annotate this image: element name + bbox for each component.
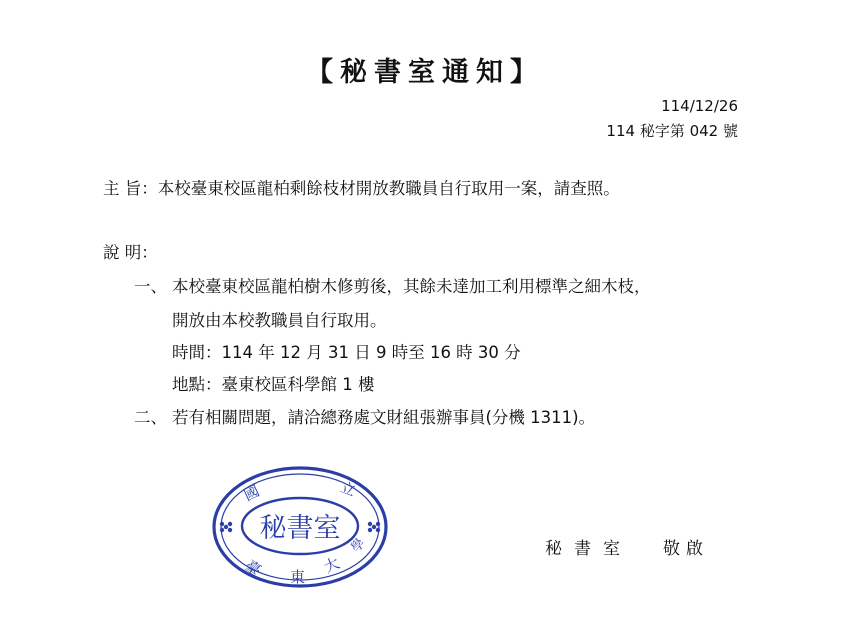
seal-char-3: 臺 <box>241 556 265 580</box>
item-1-time: 時間：114 年 12 月 31 日 9 時至 16 時 30 分 <box>172 343 521 362</box>
document-number: 114 秘字第 042 號 <box>606 122 738 140</box>
item-1-line-1: 本校臺東校區龍柏樹木修剪後，其餘未達加工利用標準之細木枝， <box>172 277 651 296</box>
seal-char-2: 立 <box>337 477 358 500</box>
item-1-line-2: 開放由本校教職員自行取用。 <box>172 311 387 330</box>
seal-char-5: 大 <box>321 553 343 577</box>
notice-title: 【秘書室通知】 <box>306 57 544 88</box>
subject-label: 主 旨： <box>103 179 158 198</box>
plum-blossom-icon <box>220 522 232 532</box>
subject-line <box>103 178 620 200</box>
subject-text: 本校臺東校區龍柏剩餘枝材開放教職員自行取用一案，請查照。 <box>157 179 620 198</box>
seal-char-6: 學 <box>348 535 369 556</box>
notice-date: 114/12/26 <box>661 97 738 115</box>
explanation-label: 說 明： <box>103 243 158 262</box>
item-2-marker: 二、 <box>134 408 167 427</box>
item-1-marker: 一、 <box>134 277 167 296</box>
item-1-location: 地點：臺東校區科學館 1 樓 <box>172 375 375 394</box>
seal-char-4: 東 <box>290 568 306 586</box>
seal-center-text: 秘書室 <box>259 513 341 544</box>
signature-closing: 敬啟 <box>663 539 709 559</box>
signature-office: 秘書室 <box>545 539 632 559</box>
office-seal-stamp <box>211 465 389 590</box>
item-2-line-1: 若有相關問題，請洽總務處文財組張辦事員(分機 1311)。 <box>172 408 596 427</box>
plum-blossom-icon <box>368 522 380 532</box>
seal-char-1: 國 <box>241 481 263 505</box>
